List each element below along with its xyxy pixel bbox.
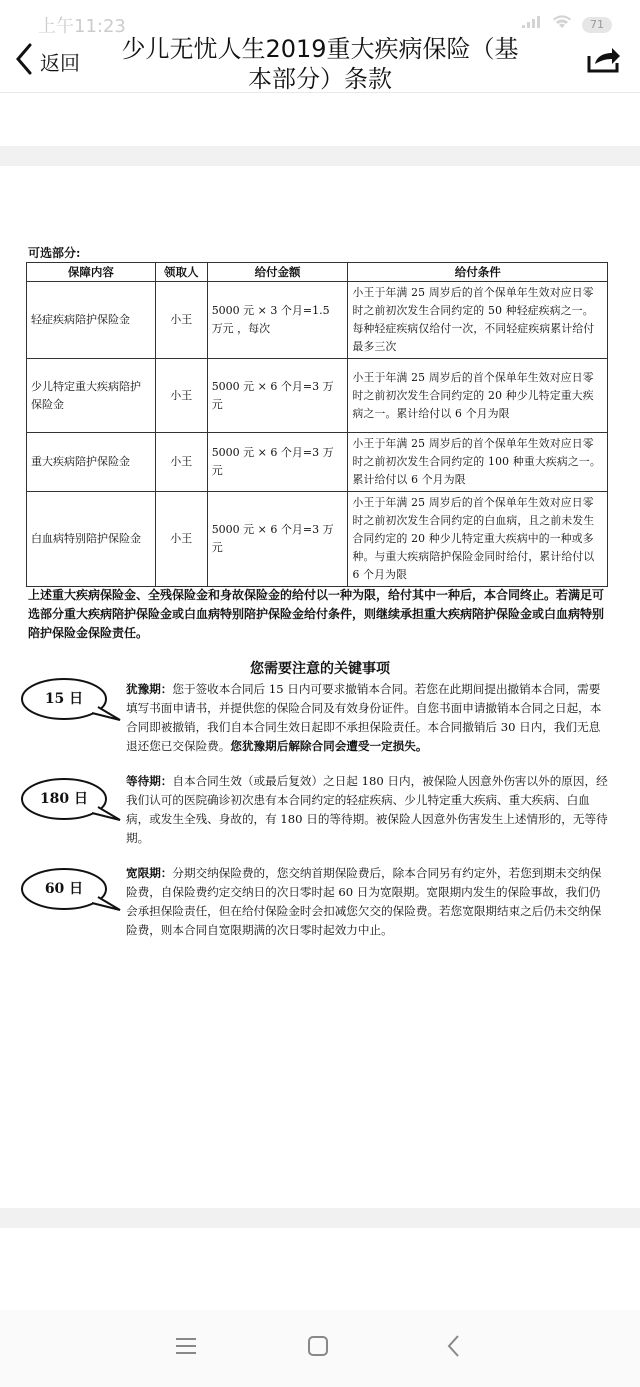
share-icon	[586, 59, 622, 78]
cell-condition: 小王于年满 25 周岁后的首个保单年生效对应日零时之前初次发生合同约定的 20 种少儿特定重大疾病之一。累计给付以 6 个月为限	[348, 359, 608, 433]
cell-condition: 小王于年满 25 周岁后的首个保单年生效对应日零时之前初次发生合同约定的白血病，且之前未发生合同约定的 20 种少儿特定重大疾病中的一种或多种。与重大疾病陪护保险金同时给付，累计给付以 6 个月为限	[348, 492, 608, 587]
document-page	[0, 166, 640, 1208]
grace-period-item	[126, 864, 608, 940]
optional-benefit-table	[26, 262, 608, 587]
termination-note: 上述重大疾病保险金、全残保险金和身故保险金的给付以一种为限，给付其中一种后，本合同终止。若满足可选部分重大疾病陪护保险金或白血病特别陪护保险金给付条件，则继续承担重大疾病陪护保险金或白血病特别陪护保险金保险责任。	[28, 588, 605, 640]
cell-condition: 小王于年满 25 周岁后的首个保单年生效对应日零时之前初次发生合同约定的 100 种重大疾病之一。累计给付以 6 个月为限	[348, 433, 608, 492]
cell-amount: 5000 元 × 3 个月=1.5 万元 ，每次	[207, 282, 348, 359]
status-time: 上午11:23	[38, 16, 126, 37]
cell-benefit: 轻症疾病陪护保险金	[27, 282, 156, 359]
cell-amount: 5000 元 × 6 个月=3 万元	[207, 492, 348, 587]
system-back-icon[interactable]	[446, 1334, 460, 1362]
cell-benefit: 白血病特别陪护保险金	[27, 492, 156, 587]
cell-recipient: 小王	[155, 282, 207, 359]
cooling-off-item	[126, 680, 608, 756]
table-row	[27, 282, 608, 359]
badge-label: 15 日	[44, 691, 84, 707]
home-icon[interactable]	[307, 1335, 329, 1361]
header-condition: 给付条件	[348, 263, 608, 282]
table-row	[27, 492, 608, 587]
table-header-row	[27, 263, 608, 282]
item-text: 自本合同生效（或最后复效）之日起 180 日内，被保险人因意外伤害以外的原因，经我们认可的医院确诊初次患有本合同约定的轻症疾病、少儿特定重大疾病、重大疾病、白血病，或发生全残、身故的，有 180 日的等待期。被保险人因意外伤害发生上述情形的，无等待期。	[126, 774, 608, 845]
header-benefit: 保障内容	[27, 263, 156, 282]
cell-recipient: 小王	[155, 433, 207, 492]
menu-icon[interactable]	[174, 1336, 198, 1360]
cell-amount: 5000 元 × 6 个月=3 万元	[207, 433, 348, 492]
cell-recipient: 小王	[155, 492, 207, 587]
header-recipient: 领取人	[155, 263, 207, 282]
item-text: 分期交纳保险费的，您交纳首期保险费后，除本合同另有约定外，若您到期未交纳保险费，自保险费约定交纳日的次日零时起 60 日为宽限期。宽限期内发生的保险事故，我们仍会承担保险责任，但在给付保险金时会扣减您欠交的保险费。若您宽限期结束之后仍未交纳保险费，则本合同自宽限期满的次日零时起效力中止。	[126, 866, 602, 937]
badge-label: 180 日	[39, 791, 89, 807]
grace-period-badge	[18, 864, 122, 918]
top-separator	[0, 146, 640, 166]
status-bar	[0, 0, 640, 37]
item-term: 宽限期：	[126, 866, 173, 880]
header-bar	[0, 28, 640, 93]
table-row	[27, 359, 608, 433]
table-row	[27, 433, 608, 492]
badge-label: 60 日	[44, 881, 84, 897]
optional-section-label: 可选部分:	[28, 246, 81, 260]
item-text: 您于签收本合同后 15 日内可要求撤销本合同。若您在此期间提出撤销本合同，需要填写书面申请书，并提供您的保险合同及有效身份证件。自您书面申请撤销本合同之日起，本合同即被撤销，我们自本合同生效日起即不承担保险责任。本合同撤销后 30 日内，我们无息退还您已交保险费。	[126, 682, 602, 753]
header-amount: 给付金额	[207, 263, 348, 282]
bottom-separator	[0, 1208, 640, 1228]
cell-benefit: 少儿特定重大疾病陪护保险金	[27, 359, 156, 433]
back-button[interactable]	[14, 42, 80, 80]
cell-benefit: 重大疾病陪护保险金	[27, 433, 156, 492]
page-title-line1: 少儿无忧人生2019重大疾病保险（基	[121, 35, 519, 63]
key-matters-title: 您需要注意的关键事项	[250, 661, 390, 677]
cell-condition: 小王于年满 25 周岁后的首个保单年生效对应日零时之前初次发生合同约定的 50 种轻症疾病之一。每种轻症疾病仅给付一次，不同轻症疾病累计给付最多三次	[348, 282, 608, 359]
item-term: 等待期：	[126, 774, 173, 788]
waiting-period-item	[126, 772, 608, 848]
share-button[interactable]	[586, 44, 622, 78]
item-term: 犹豫期：	[126, 682, 173, 696]
waiting-period-badge	[18, 774, 122, 828]
system-nav-bar	[0, 1310, 640, 1387]
page-title	[110, 34, 530, 94]
battery-icon: 71	[582, 17, 612, 33]
cooling-off-badge	[18, 674, 122, 728]
item-emphasis: 您犹豫期后解除合同会遭受一定损失。	[230, 739, 428, 753]
back-label: 返回	[40, 50, 80, 75]
page-title-line2: 本部分）条款	[248, 65, 392, 93]
cell-recipient: 小王	[155, 359, 207, 433]
cell-amount: 5000 元 × 6 个月=3 万元	[207, 359, 348, 433]
chevron-left-icon	[14, 42, 34, 80]
